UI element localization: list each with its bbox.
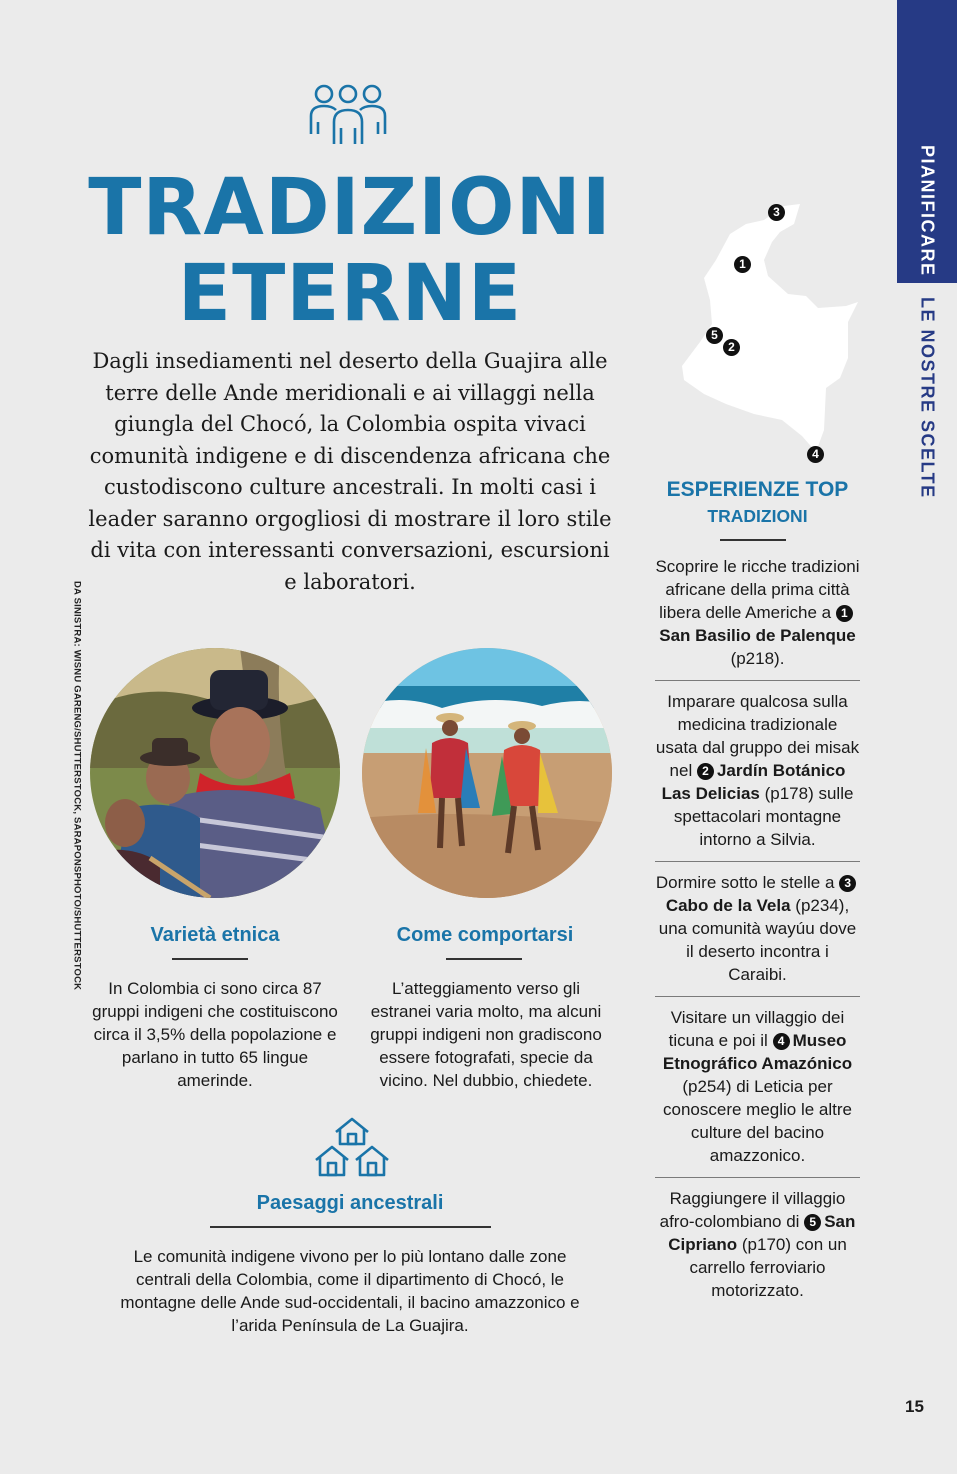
- page-title: [60, 165, 640, 337]
- section-label: PIANIFICARE: [917, 145, 938, 277]
- behaviour-heading: Come comportarsi: [396, 924, 574, 946]
- experience-item: Raggiungere il villaggio afro-colombiano di 5 San Cipriano (p170) con un carrello ferroviario motorizzato.: [655, 1177, 860, 1312]
- colombia-map: [676, 198, 862, 465]
- experience-item: Imparare qualcosa sulla medicina tradizionale usata dal gruppo dei misak nel 2 Jardín Botánico Las Delicias (p178) sulle spettacolari montagne intorno a Silvia.: [655, 680, 860, 861]
- place-name: Cabo de la Vela: [665, 896, 791, 915]
- section-tab: [897, 0, 957, 283]
- title-line-1: TRADIZIONI: [88, 163, 612, 253]
- experience-item: Dormire sotto le stelle a 3Cabo de la Vela (p234), una comunità wayúu dove il deserto incontra i Caraibi.: [655, 861, 860, 996]
- number-badge: 5: [804, 1214, 821, 1231]
- behaviour-text: L’atteggiamento verso gli estranei varia molto, ma alcuni gruppi indigeni non gradiscono essere fotografati, specie da vicino. Nel dubbio, chiedete.: [370, 979, 602, 1090]
- map-marker-4: 4: [807, 446, 827, 464]
- map-marker-2: 2: [723, 339, 743, 357]
- people-group-icon: [308, 82, 388, 153]
- map-marker-1: 1: [734, 256, 754, 274]
- place-name: Museo Etnográfico Amazónico: [662, 1031, 853, 1073]
- divider: [446, 958, 522, 960]
- title-line-2: ETERNE: [177, 249, 523, 339]
- page-number: 15: [905, 1397, 924, 1416]
- experiences-list: [655, 555, 860, 1312]
- experiences-heading: [655, 478, 860, 527]
- experience-item: Scoprire le ricche tradizioni africane della prima città libera delle Americhe a 1San Basilio de Palenque (p218).: [655, 557, 860, 668]
- landscapes-text: Le comunità indigene vivono per lo più lontano dalle zone centrali della Colombia, come il dipartimento di Chocó, le montagne delle Ande sud-occidentali, il bacino amazzonico e l’arida Península de La Guajira.: [120, 1247, 580, 1335]
- number-badge: 4: [773, 1033, 790, 1050]
- experiences-subtitle: TRADIZIONI: [707, 506, 808, 526]
- place-name: Jardín Botánico Las Delicias: [661, 761, 846, 803]
- photo-indigenous-men: [90, 648, 340, 898]
- intro-paragraph: Dagli insediamenti nel deserto della Guajira alle terre delle Ande meridionali e ai villaggi nella giungla del Chocó, la Colombia ospita vivaci comunità indigene e di discendenza africana che custodiscono culture ancestrali. In molti casi i leader saranno orgogliosi di mostrare il loro stile di vita con interessanti conversazioni, escursioni e laboratori.: [88, 349, 612, 594]
- divider: [210, 1226, 491, 1228]
- experiences-title: ESPERIENZE TOP: [666, 478, 849, 501]
- place-name: San Basilio de Palenque: [659, 626, 856, 645]
- divider: [720, 539, 786, 541]
- landscapes-heading: Paesaggi ancestrali: [256, 1192, 444, 1214]
- divider: [172, 958, 248, 960]
- photo-credit: DA SINISTRA: WISNU GARENG/SHUTTERSTOCK, SARAPONSPHOTO/SHUTTERSTOCK: [71, 581, 83, 991]
- subsection-label: LE NOSTRE SCELTE: [917, 297, 938, 499]
- number-badge: 3: [839, 875, 856, 892]
- ethnic-variety-heading: Varietà etnica: [150, 924, 280, 946]
- experience-item: Visitare un villaggio dei ticuna e poi il 4 Museo Etnográfico Amazónico (p254) di Leticia per conoscere meglio le altre culture del bacino amazzonico.: [655, 996, 860, 1177]
- place-name: San Cipriano: [668, 1212, 856, 1254]
- number-badge: 2: [697, 763, 714, 780]
- ethnic-variety-text: In Colombia ci sono circa 87 gruppi indigeni che costituiscono circa il 3,5% della popolazione e parlano in tutto 65 lingue amerinde.: [92, 979, 338, 1090]
- map-marker-5: 5: [706, 327, 726, 345]
- photo-beach-vendors: [362, 648, 612, 898]
- number-badge: 1: [836, 605, 853, 622]
- map-marker-3: 3: [768, 204, 788, 222]
- houses-icon: [314, 1116, 390, 1183]
